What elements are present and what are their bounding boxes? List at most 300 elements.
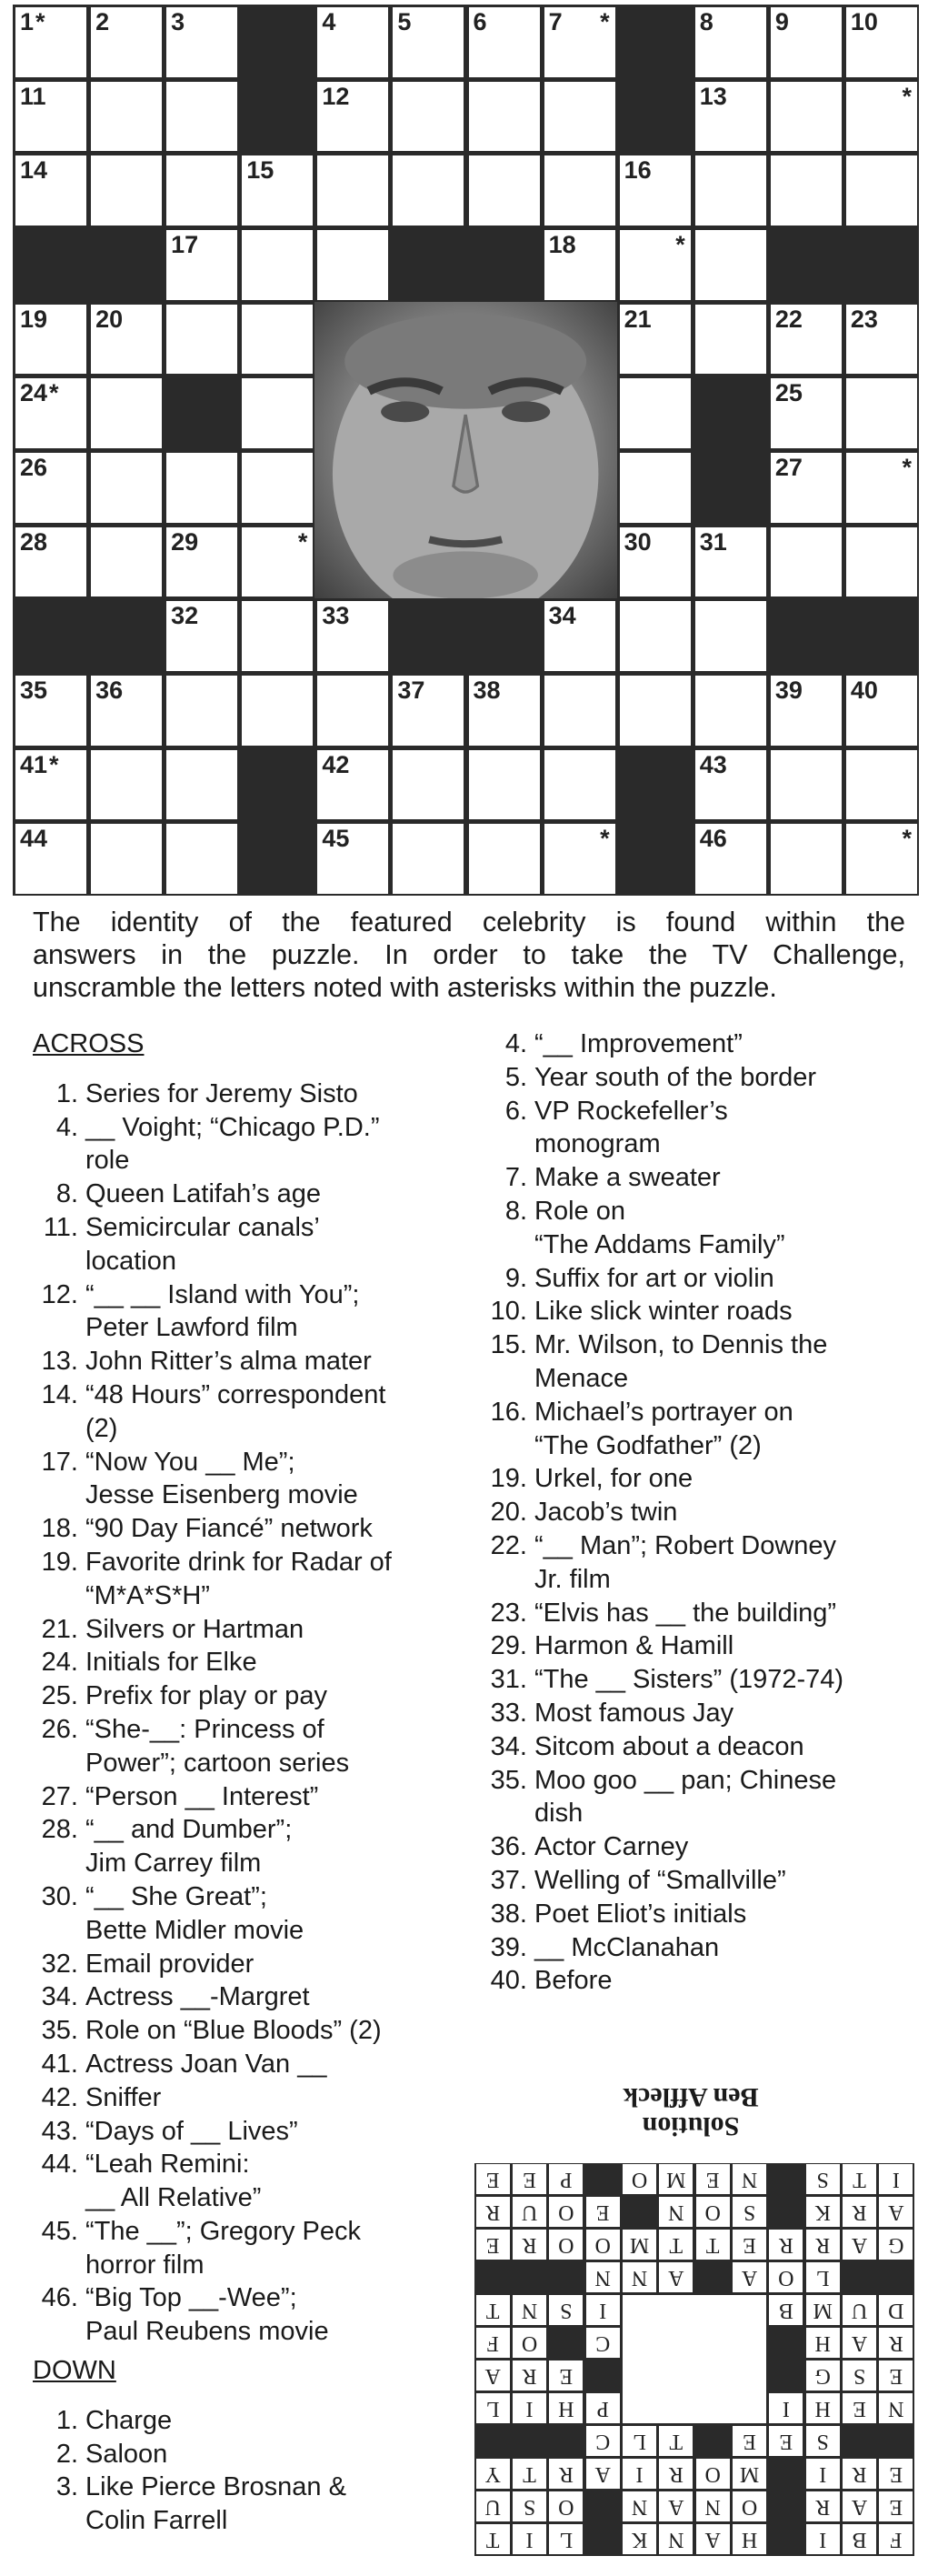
solution-cell: N [659, 2525, 693, 2555]
clue-item [482, 1027, 918, 1061]
clue-line: location [85, 1246, 176, 1276]
grid-cell [846, 750, 917, 820]
clue-number: 36. [490, 1832, 527, 1862]
grid-cell [469, 750, 540, 820]
grid-cell [166, 230, 237, 300]
clues-right-column [482, 1027, 918, 1998]
clue-number: 16 [624, 156, 652, 185]
clue-number: 19. [490, 1464, 527, 1494]
solution-cell: T [696, 2230, 730, 2260]
clue-number: 14. [41, 1379, 78, 1409]
clue-item [33, 1948, 460, 1981]
clue-number: 30 [624, 527, 652, 556]
clue-text [85, 2148, 460, 2215]
grid-cell [695, 601, 766, 671]
clue-number: 34. [41, 1982, 78, 2012]
clue-number: 35. [490, 1765, 527, 1795]
clue-item [482, 1663, 918, 1697]
clue-number: 41. [41, 2049, 78, 2079]
clue-text [85, 2048, 460, 2081]
clue-number: 15 [246, 156, 274, 185]
solution-cell: O [549, 2492, 583, 2522]
grid-cell [846, 155, 917, 226]
grid-cell [620, 378, 691, 448]
clue-text [85, 2404, 460, 2438]
clue-line: “The __”; Gregory Peck [85, 2216, 361, 2246]
clue-line: Jr. film [534, 1564, 611, 1594]
clue-line: Power”; cartoon series [85, 1748, 350, 1778]
clue-number: 28. [41, 1815, 78, 1845]
solution-cell: E [513, 2165, 546, 2195]
solution-name: Ben Affleck [623, 2082, 759, 2112]
clue-number: 22. [490, 1530, 527, 1560]
clue-line: Mr. Wilson, to Dennis the [534, 1330, 828, 1360]
grid-cell [91, 750, 162, 820]
solution-cell: L [549, 2525, 583, 2555]
clue-text [85, 1880, 460, 1948]
clue-number: 28 [20, 527, 48, 556]
clue-item [33, 1646, 460, 1679]
clue-text [534, 1931, 918, 1965]
clue-item [33, 2281, 460, 2349]
solution-cell: S [549, 2296, 583, 2326]
grid-cell [695, 7, 766, 77]
grid-cell [620, 305, 691, 375]
grid-cell [15, 527, 86, 597]
clue-number: 34 [548, 602, 576, 630]
clue-line: Sniffer [85, 2082, 162, 2112]
clue-line: “__ Man”; Robert Downey [534, 1530, 837, 1560]
clue-number: 31 [699, 527, 727, 556]
clue-line: Michael’s portrayer on [534, 1397, 793, 1427]
clue-number: 5. [504, 1062, 527, 1092]
solution-cell: M [733, 2460, 766, 2490]
solution-cell: H [549, 2394, 583, 2424]
solution-cell: I [513, 2525, 546, 2555]
clue-line: Actress __-Margret [85, 1982, 310, 2012]
clue-line: Saloon [85, 2439, 168, 2469]
solution-cell: F [879, 2525, 913, 2555]
solution-cell: E [476, 2165, 510, 2195]
clue-item [482, 1864, 918, 1898]
clue-line: Paul Reubens movie [85, 2317, 329, 2347]
clue-line: Role on “Blue Bloods” (2) [85, 2016, 382, 2046]
clue-number: 21 [624, 305, 652, 333]
clue-number: 20. [490, 1498, 527, 1528]
clue-text [85, 2014, 460, 2048]
grid-cell [166, 601, 237, 671]
clue-number: 3. [55, 2472, 78, 2502]
clue-line: Most famous Jay [534, 1698, 734, 1728]
solution-cell: Y [476, 2460, 510, 2490]
clue-item [33, 1278, 460, 1346]
clue-line: Initials for Elke [85, 1648, 257, 1678]
grid-cell [846, 305, 917, 375]
clue-text [534, 1764, 918, 1831]
clue-item [482, 1931, 918, 1965]
solution-cell: T [659, 2427, 693, 2457]
clue-number: 22 [774, 305, 803, 333]
clue-number: 5 [397, 8, 412, 35]
clue-line: Peter Lawford film [85, 1313, 298, 1343]
clue-text [534, 1295, 918, 1328]
solution-cell: E [549, 2361, 583, 2391]
clue-line: horror film [85, 2250, 205, 2280]
clue-number: 32 [171, 602, 199, 630]
solution-cell: R [806, 2230, 840, 2260]
grid-cell [15, 378, 86, 448]
clue-number: 21. [41, 1614, 78, 1644]
grid-cell [393, 155, 464, 226]
grid-cell [695, 676, 766, 746]
grid-cell [771, 305, 842, 375]
grid-cell [91, 82, 162, 152]
clue-line: Queen Latifah’s age [85, 1179, 322, 1209]
solution-cell: O [623, 2165, 656, 2195]
solution-heading [591, 2082, 791, 2140]
solution-photo-area [623, 2296, 766, 2424]
grid-cell [91, 824, 162, 894]
grid-cell [544, 824, 615, 894]
intro-line: unscramble the letters noted with asterisks within the puzzle. [33, 972, 777, 1003]
clue-text [85, 1948, 460, 1981]
clue-item [482, 1898, 918, 1931]
clue-number: 19 [20, 305, 48, 333]
clue-line: Silvers or Hartman [85, 1614, 304, 1644]
clue-item [33, 1813, 460, 1880]
grid-cell [620, 453, 691, 523]
clue-text [85, 1679, 460, 1713]
solution-cell: H [806, 2329, 840, 2359]
clue-line: Jacob’s twin [534, 1498, 678, 1528]
clue-item [482, 1597, 918, 1630]
solution-cell: U [476, 2492, 510, 2522]
grid-cell [771, 824, 842, 894]
clue-number: 11. [43, 1212, 78, 1242]
solution-cell: O [513, 2329, 546, 2359]
clue-number: 1* [20, 8, 45, 35]
grid-cell [317, 155, 388, 226]
grid-cell [771, 155, 842, 226]
solution-cell: F [476, 2329, 510, 2359]
clue-number: 37 [397, 677, 425, 704]
grid-cell [771, 453, 842, 523]
clue-line: Poet Eliot’s initials [534, 1899, 747, 1929]
grid-cell [166, 305, 237, 375]
clue-text [85, 1546, 460, 1613]
clue-number: 32. [41, 1949, 78, 1979]
clue-item [482, 1629, 918, 1663]
solution-cell: T [476, 2296, 510, 2326]
solution-cell: K [623, 2525, 656, 2555]
clue-item [33, 1178, 460, 1211]
clue-number: 16. [490, 1397, 527, 1427]
clue-number: 44. [41, 2150, 78, 2180]
grid-cell [15, 676, 86, 746]
grid-cell [695, 305, 766, 375]
solution-cell: E [733, 2427, 766, 2457]
clue-line: monogram [534, 1129, 661, 1159]
clue-line: “__ Improvement” [534, 1029, 743, 1058]
clues-left-column [33, 1027, 460, 2538]
grid-cell [620, 676, 691, 746]
clue-number: 24* [20, 379, 59, 407]
clue-line: “Now You __ Me”; [85, 1447, 295, 1477]
solution-cell: E [843, 2394, 876, 2424]
clue-number: 38. [490, 1899, 527, 1929]
clue-line: Actor Carney [534, 1832, 689, 1862]
clue-line: Make a sweater [534, 1163, 721, 1193]
grid-cell [91, 378, 162, 448]
solution-cell: A [733, 2263, 766, 2293]
solution-cell: E [586, 2198, 620, 2228]
clue-item [482, 1529, 918, 1597]
grid-cell [695, 155, 766, 226]
clue-text [85, 1780, 460, 1814]
clue-line: Email provider [85, 1949, 254, 1979]
grid-cell [393, 750, 464, 820]
clue-line: Prefix for play or pay [85, 1681, 327, 1711]
clue-item [33, 2014, 460, 2048]
solution-cell: I [769, 2394, 803, 2424]
grid-cell [166, 7, 237, 77]
clue-text [85, 1713, 460, 1780]
clue-line: “Elvis has __ the building” [534, 1598, 837, 1628]
solution-cell: A [476, 2361, 510, 2391]
clue-number: 20 [95, 305, 124, 333]
clue-line: “The __ Sisters” (1972-74) [534, 1665, 844, 1695]
grid-cell [544, 82, 615, 152]
clue-number: 10. [490, 1297, 527, 1327]
solution-cell: B [843, 2525, 876, 2555]
clue-number: 29 [171, 527, 199, 556]
clue-number: 2. [55, 2439, 78, 2469]
clue-number: 37. [490, 1865, 527, 1895]
solution-cell: P [586, 2394, 620, 2424]
clue-text [534, 1529, 918, 1597]
clue-line: __ Voight; “Chicago P.D.” [85, 1112, 380, 1142]
clue-text [85, 1980, 460, 2014]
asterisk-mark: * [49, 379, 59, 407]
solution-cell: R [843, 2460, 876, 2490]
grid-cell [469, 7, 540, 77]
clue-line: Role on [534, 1196, 625, 1226]
down-clue-list-continued [482, 1027, 918, 1998]
clue-number: 14 [20, 156, 48, 185]
grid-cell [620, 601, 691, 671]
clue-number: 31. [490, 1665, 527, 1695]
clue-item [33, 2048, 460, 2081]
clue-line: Jesse Eisenberg movie [85, 1480, 358, 1510]
solution-cell: O [549, 2230, 583, 2260]
grid-cell [166, 527, 237, 597]
clue-text [534, 1328, 918, 1396]
clue-line: John Ritter’s alma mater [85, 1347, 372, 1377]
clue-number: 24. [41, 1648, 78, 1678]
solution-cell: R [843, 2198, 876, 2228]
clue-item [482, 1830, 918, 1864]
grid-cell [771, 82, 842, 152]
clue-text [534, 1864, 918, 1898]
solution-cell: N [733, 2165, 766, 2195]
grid-cell [846, 378, 917, 448]
clue-item [33, 1345, 460, 1378]
clue-line: Year south of the border [534, 1062, 817, 1092]
solution-cell: S [806, 2165, 840, 2195]
solution-cell: K [806, 2198, 840, 2228]
clue-item [33, 1679, 460, 1713]
clue-number: 6 [473, 8, 487, 35]
clue-item [482, 1697, 918, 1730]
grid-cell [620, 527, 691, 597]
clue-item [33, 1446, 460, 1513]
solution-cell: H [806, 2394, 840, 2424]
down-heading: DOWN [33, 2356, 116, 2386]
clue-number: 41* [20, 750, 59, 778]
solution-cell: E [879, 2361, 913, 2391]
solution-cell: R [769, 2230, 803, 2260]
grid-cell [544, 7, 615, 77]
grid-cell [393, 824, 464, 894]
solution-cell: A [843, 2492, 876, 2522]
face-portrait [314, 302, 616, 599]
clue-line: __ McClanahan [534, 1932, 720, 1962]
grid-cell [393, 676, 464, 746]
clue-line: “Person __ Interest” [85, 1781, 319, 1811]
grid-cell [166, 750, 237, 820]
clue-text [85, 1446, 460, 1513]
clue-text [85, 1646, 460, 1679]
clue-number: 39. [490, 1932, 527, 1962]
clue-item [33, 1980, 460, 2014]
clue-text [85, 2281, 460, 2349]
grid-cell [15, 155, 86, 226]
solution-cell: T [513, 2460, 546, 2490]
clue-text [85, 2081, 460, 2115]
clue-number: 33 [322, 602, 350, 630]
grid-cell [695, 750, 766, 820]
clue-number: 2 [95, 8, 110, 35]
solution-cell: R [806, 2492, 840, 2522]
grid-cell [242, 601, 313, 671]
clue-item [482, 1295, 918, 1328]
clue-number: 18 [548, 231, 576, 258]
clue-text [85, 2115, 460, 2149]
clue-number: 17. [41, 1447, 78, 1477]
grid-cell [91, 155, 162, 226]
clue-text [534, 1262, 918, 1296]
clue-item [482, 1195, 918, 1262]
celebrity-photo [314, 302, 616, 599]
solution-cell: M [659, 2165, 693, 2195]
clue-line: “__ and Dumber”; [85, 1815, 293, 1845]
clue-text [534, 1697, 918, 1730]
grid-cell [771, 7, 842, 77]
solution-cell: N [659, 2198, 693, 2228]
clue-item [482, 1496, 918, 1529]
solution-cell: R [513, 2230, 546, 2260]
solution-cell: M [623, 2230, 656, 2260]
solution-cell: A [659, 2492, 693, 2522]
clue-number: 19. [41, 1547, 78, 1577]
clue-text [534, 1663, 918, 1697]
clue-number: 7 [548, 8, 563, 35]
clue-number: 38 [473, 677, 501, 704]
clue-item [482, 1328, 918, 1396]
solution-cell: A [586, 2460, 620, 2490]
clue-line: “Leah Remini: [85, 2150, 250, 2180]
solution-cell: S [513, 2492, 546, 2522]
clue-item [482, 1462, 918, 1496]
clue-number: 6. [504, 1096, 527, 1126]
grid-cell [242, 676, 313, 746]
solution-cell: L [806, 2263, 840, 2293]
grid-cell [166, 824, 237, 894]
solution-cell: N [513, 2296, 546, 2326]
clue-item [33, 1546, 460, 1613]
clue-number: 12 [322, 82, 350, 110]
clue-text [534, 1095, 918, 1162]
clue-number: 8. [504, 1196, 527, 1226]
grid-cell [317, 676, 388, 746]
solution-cell: I [586, 2296, 620, 2326]
grid-cell [15, 7, 86, 77]
grid-cell [166, 82, 237, 152]
grid-cell [469, 82, 540, 152]
grid-cell [469, 676, 540, 746]
clue-number: 9 [774, 8, 789, 35]
clue-line: Before [534, 1966, 613, 1996]
clue-text [534, 1597, 918, 1630]
grid-cell [695, 527, 766, 597]
clue-number: 27 [774, 454, 803, 481]
solution-cell: E [733, 2230, 766, 2260]
clue-text [85, 2471, 460, 2538]
solution-cell: I [623, 2460, 656, 2490]
clue-text [534, 1730, 918, 1764]
clue-number: 44 [20, 825, 48, 853]
clue-number: 4. [55, 1112, 78, 1142]
clue-item [33, 1111, 460, 1178]
grid-cell [91, 305, 162, 375]
clue-line: “48 Hours” correspondent [85, 1379, 386, 1409]
solution-cell: U [513, 2198, 546, 2228]
clue-line: Harmon & Hamill [534, 1631, 734, 1661]
solution-cell: O [586, 2230, 620, 2260]
solution-cell: U [843, 2296, 876, 2326]
asterisk-mark: * [902, 82, 912, 110]
clue-text [85, 1111, 460, 1178]
grid-cell [242, 453, 313, 523]
solution-cell: R [879, 2329, 913, 2359]
clue-line: VP Rockefeller’s [534, 1096, 728, 1126]
solution-cell: L [476, 2394, 510, 2424]
clue-line: “She-__: Princess of [85, 1714, 324, 1744]
clue-item [482, 1262, 918, 1296]
clue-text [85, 1512, 460, 1546]
solution-cell: I [806, 2460, 840, 2490]
clue-number: 34. [490, 1731, 527, 1761]
clue-text [534, 1462, 918, 1496]
grid-cell [15, 824, 86, 894]
grid-cell [91, 453, 162, 523]
clue-number: 30. [41, 1881, 78, 1911]
clue-text [85, 2215, 460, 2282]
grid-cell [166, 453, 237, 523]
grid-cell [91, 676, 162, 746]
clue-item [482, 1161, 918, 1195]
clue-number: 4 [322, 8, 336, 35]
